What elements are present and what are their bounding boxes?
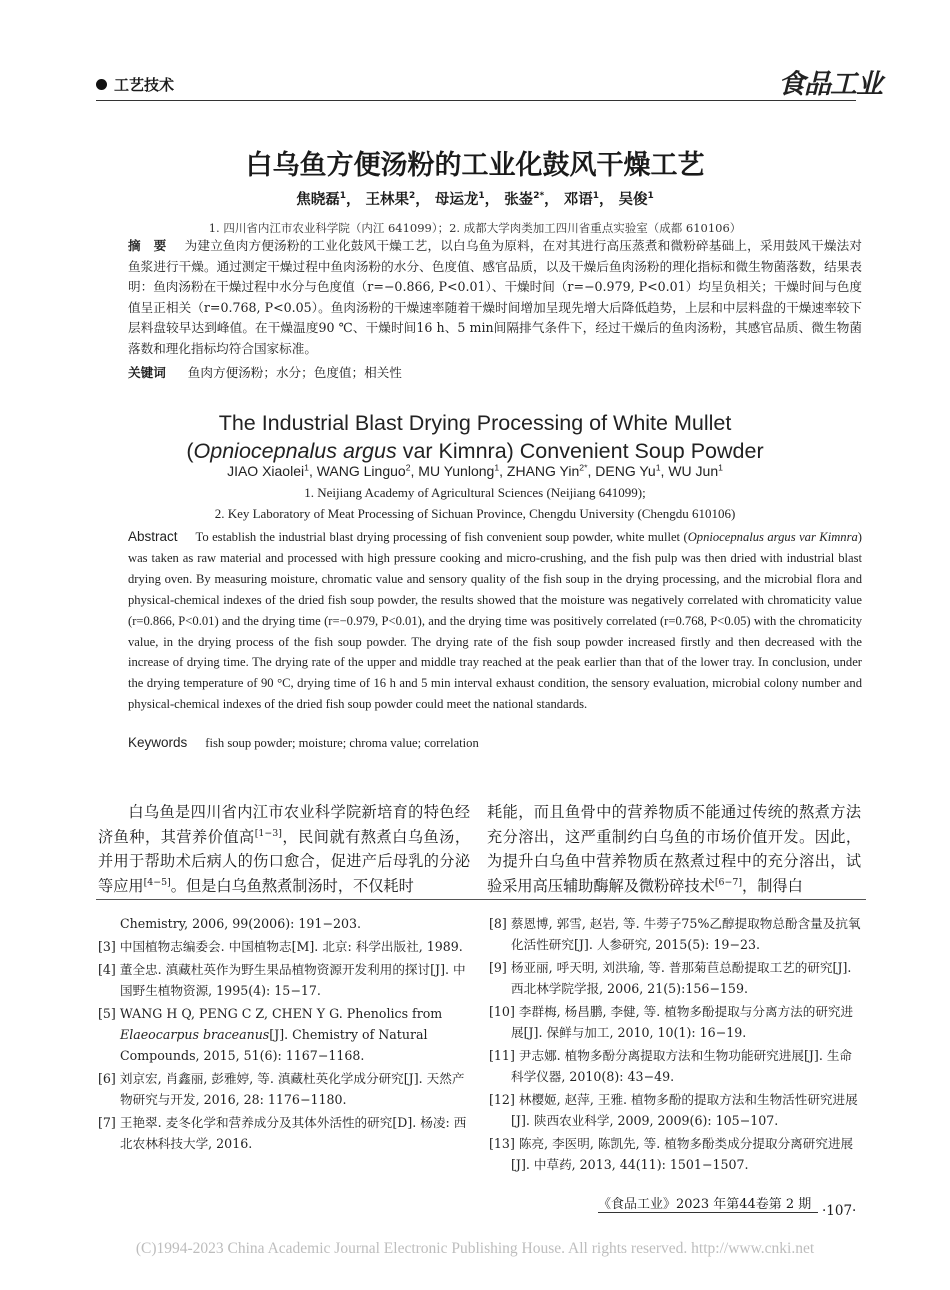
reference-item: [3] 中国植物志编委会. 中国植物志[M]. 北京: 科学出版社, 1989. <box>98 939 463 954</box>
footer-journal: 《食品工业》2023 年第44卷第 2 期 <box>598 1197 812 1212</box>
copyright-watermark: (C)1994-2023 China Academic Journal Electronic Publishing House. All rights reserved. http://www.cnki.net <box>135 1240 815 1257</box>
title-en-line2: (Opniocepnalus argus var Kimnra) Convenient Soup Powder <box>186 439 764 463</box>
title-en-line1: The Industrial Blast Drying Processing of White Mullet <box>218 411 732 435</box>
affiliation-en-2: 2. Key Laboratory of Meat Processing of Sichuan Province, Chengdu University (Chengdu 610106) <box>214 506 736 521</box>
authors-en: JIAO Xiaolei$^1$, WANG Linguo$^2$, MU Yunlong$^1$, ZHANG Yin$^{2*}$, DENG Yu$^1$, WU Jun$^1$ <box>227 462 723 479</box>
page-number: ·107· <box>822 1203 857 1219</box>
section-label: 工艺技术 <box>114 76 175 94</box>
author-en: ZHANG Yin <box>506 463 580 479</box>
reference-item: [9] 杨亚丽, 呼天明, 刘洪瑜, 等. 普那菊苣总酚提取工艺的研究[J]. 西北林学院学报, 2006, 21(5):156−159. <box>489 960 852 996</box>
keywords-en-label: Keywords <box>128 735 188 750</box>
author-cn: 吴俊 <box>618 192 648 208</box>
keywords-en <box>128 735 862 751</box>
author-cn: 母运龙 <box>434 192 479 208</box>
keywords-cn-label: 关键词 <box>128 365 166 380</box>
journal-logo: 食品工业 <box>778 69 882 100</box>
author-cn: 邓语 <box>563 192 593 208</box>
reference-item: [5] WANG H Q, PENG C Z, CHEN Y G. Phenolics from Elaeocarpus braceanus[J]. Chemistry of Natural Compounds, 2015, 51(6): 1167−1168. <box>98 1006 443 1063</box>
abstract-en-species: Opniocepnalus argus var Kimnra <box>687 530 858 544</box>
abstract-en: Abstract To establish the industrial blast drying processing of fish convenient soup powder, white mullet (Opniocepnalus argus var Kimnra) was taken as raw material and processed with high pressure cooking and micro-crushing, and the fish pulp was then dried with industrial blast drying oven. By measuring moisture, chromatic value and sensory quality of the fish soup in the drying processing, and the microbial flora and physical-chemical indexes of the dried fish soup powder, the results showed that the moisture was negatively correlated with chromaticity value (r=0.866, P<0.01) and the drying time (r=−0.979, P<0.01), and the drying time was positively correlated (r=0.768, P<0.05) with the chromaticity value, in the drying process of the fish soup powder. The drying rate of the fish soup powder increased firstly and then decreased with the increase of drying time. The drying rate of the upper and middle tray reached at the peak earlier than that of the lower tray. In conclusion, under the drying temperature of 90 °C, drying time of 16 h and 5 min interval exhaust condition, the sensory evaluation, microbial colony number and physical-chemical indexes of the dried fish soup powder could meet the national standards. <box>128 529 862 712</box>
author-cn-affil: 1 <box>339 191 346 202</box>
author-cn: 焦晓磊 <box>296 192 340 208</box>
citation: [1−3] <box>254 827 282 839</box>
abstract-cn-text: 为建立鱼肉方便汤粉的工业化鼓风干燥工艺，以白乌鱼为原料，在对其进行高压蒸煮和微粉碎基础上，采用鼓风干燥法对鱼浆进行干燥。通过测定干燥过程中鱼肉汤粉的水分、色度值、感官品质，以及干燥后鱼肉汤粉的理化指标和微生物菌落数，结果表明：鱼肉汤粉在干燥过程中水分与色度值（r=−0.866, P<0.01）、干燥时间（r=−0.979, P<0.01）均呈负相关；干燥时间与色度值呈正相关（r=0.768, P<0.05）。鱼肉汤粉的干燥速率随着干燥时间增加呈现先增大后降低趋势，上层和中层料盘的干燥速率较下层料盘较早达到峰值。在干燥温度90 ℃、干燥时间16 h、5 min间隔排气条件下，经过干燥后的鱼肉汤粉，其感官品质、微生物菌落数和理化指标均符合国家标准。 <box>128 238 862 356</box>
authors-cn: 焦晓磊$^1$， 王林果$^2$， 母运龙$^1$， 张崟$^{2*}$， 邓语$^1$， 吴俊$^1$ <box>296 191 654 208</box>
author-cn-affil: 2 <box>409 191 416 202</box>
reference-item: [8] 蔡恩博, 郭雪, 赵岩, 等. 牛蒡子75%乙醇提取物总酚含量及抗氧化活性研究[J]. 人参研究, 2015(5): 19−23. <box>489 916 861 952</box>
abstract-cn <box>128 236 862 359</box>
paper-title-cn: 白乌鱼方便汤粉的工业化鼓风干燥工艺 <box>245 150 705 181</box>
citation: [6−7] <box>714 876 743 888</box>
author-cn-affil: 1 <box>478 191 485 202</box>
author-cn: 张崟 <box>504 192 534 208</box>
author-en: MU Yunlong <box>418 463 495 479</box>
abstract-en-label: Abstract <box>128 529 178 544</box>
author-cn: 王林果 <box>365 192 410 208</box>
reference-item: [4] 董全忠. 滇藏杜英作为野生果品植物资源开发利用的探讨[J]. 中国野生植物资源, 1995(4): 15−17. <box>98 962 466 998</box>
reference-item: [13] 陈亮, 李医明, 陈凯先, 等. 植物多酚类成分提取分离研究进展[J]. 中草药, 2013, 44(11): 1501−1507. <box>489 1136 854 1172</box>
reference-item: Chemistry, 2006, 99(2006): 191−203. <box>120 916 361 931</box>
citation: [4−5] <box>143 876 171 888</box>
reference-item: [10] 李群梅, 杨昌鹏, 李健, 等. 植物多酚提取与分离方法的研究进展[J]. 保鲜与加工, 2010, 10(1): 16−19. <box>489 1004 854 1040</box>
keywords-cn-text: 鱼肉方便汤粉；水分；色度值；相关性 <box>187 365 402 380</box>
reference-item: [6] 刘京宏, 肖鑫丽, 彭雅婷, 等. 滇藏杜英化学成分研究[J]. 天然产物研究与开发, 2016, 28: 1176−1180. <box>98 1071 465 1107</box>
reference-item: [12] 林樱姬, 赵萍, 王雅. 植物多酚的提取方法和生物活性研究进展[J]. 陕西农业科学, 2009, 2009(6): 105−107. <box>489 1092 858 1128</box>
header-rule <box>96 100 856 101</box>
body-column-right: 耗能，而且鱼骨中的营养物质不能通过传统的熬煮方法充分溶出，这严重制约白乌鱼的市场价值开发。因此，为提升白乌鱼中营养物质在熬煮过程中的充分溶出，试验采用高压辅助酶解及微粉碎技术[6−7]，制得白 <box>487 803 861 895</box>
affiliation-cn: 1. 四川省内江市农业科学院（内江 641099）；2. 成都大学肉类加工四川省重点实验室（成都 610106） <box>208 221 742 235</box>
paper-title-en <box>0 409 950 465</box>
author-en: WU Jun <box>668 463 719 479</box>
footer-rule <box>598 1212 818 1213</box>
author-en: DENG Yu <box>595 463 656 479</box>
author-cn-affil: 1 <box>647 191 654 202</box>
body-column-left: 白乌鱼是四川省内江市农业科学院新培育的特色经济鱼种，其营养价值高[1−3]，民间就有熬煮白乌鱼汤，并用于帮助术后病人的伤口愈合，促进产后母乳的分泌等应用[4−5]。但是白乌鱼熬煮制汤时，不仅耗时 <box>98 803 471 895</box>
author-en: JIAO Xiaolei <box>227 463 305 479</box>
title-en-species: Opniocepnalus argus <box>193 439 397 463</box>
author-en: WANG Linguo <box>316 463 406 479</box>
author-cn-affil: 1 <box>592 191 599 202</box>
abstract-cn-label: 摘 要 <box>128 238 167 253</box>
keywords-en-text: fish soup powder; moisture; chroma value; correlation <box>205 736 479 750</box>
references-right <box>489 913 861 1177</box>
references-divider <box>96 899 866 900</box>
keywords-cn <box>128 362 862 381</box>
author-cn-affil: 2* <box>533 191 545 202</box>
reference-item: [7] 王艳翠. 麦冬化学和营养成分及其体外活性的研究[D]. 杨凌: 西北农林科技大学, 2016. <box>98 1115 467 1151</box>
references-left <box>98 913 468 1156</box>
reference-item: [11] 尹志娜. 植物多酚分离提取方法和生物功能研究进展[J]. 生命科学仪器, 2010(8): 43−49. <box>489 1048 853 1084</box>
section-bullet-icon <box>96 79 107 90</box>
affiliation-en-1: 1. Neijiang Academy of Agricultural Sciences (Neijiang 641099); <box>304 485 646 500</box>
